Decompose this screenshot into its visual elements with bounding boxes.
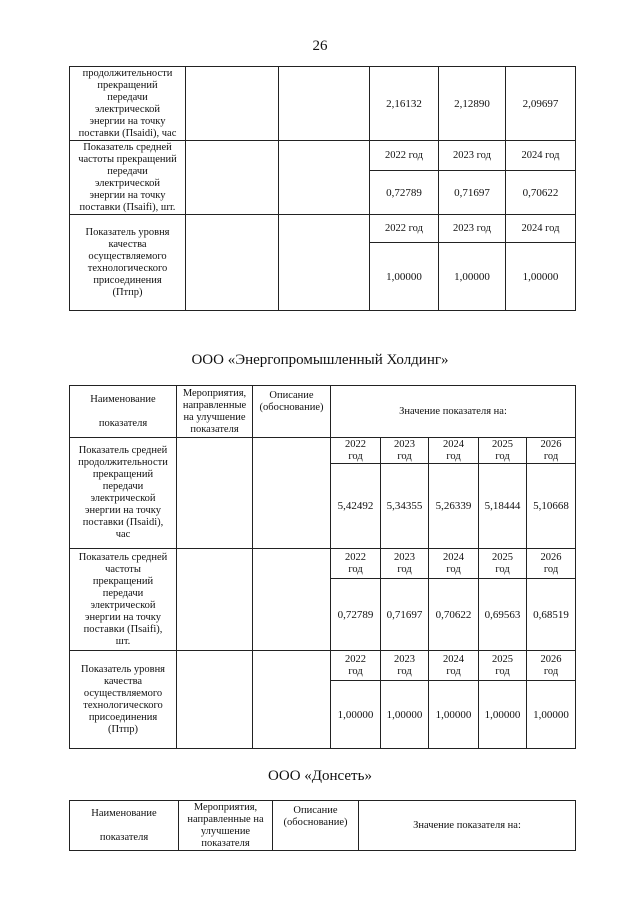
indicator-name: Показатель средней частоты прекращений передачи электрической энергии на точку поставки (Пsaifi), шт. (70, 549, 177, 651)
value-cell: 0,71697 (439, 171, 506, 215)
table-row (70, 549, 576, 579)
indicator-name: продолжительности прекращений передачи электрической энергии на точку поставки (Пsaidi), час (70, 67, 186, 141)
value-cell: 0,72789 (331, 579, 381, 651)
value-cell: 0,70622 (429, 579, 479, 651)
measures-cell (186, 141, 279, 215)
description-cell (279, 215, 370, 311)
value-cell: 2,16132 (370, 67, 439, 141)
year-cell: 2023 год (439, 215, 506, 243)
value-cell: 1,00000 (381, 681, 429, 749)
year-cell: 2026 год (527, 549, 576, 579)
value-cell: 0,70622 (506, 171, 576, 215)
table-header-row (70, 801, 576, 851)
description-cell (253, 549, 331, 651)
value-cell: 2,12890 (439, 67, 506, 141)
year-cell: 2023 год (381, 438, 429, 464)
table-row (70, 141, 576, 171)
year-cell: 2025 год (479, 438, 527, 464)
year-cell: 2023 год (381, 651, 429, 681)
year-cell: 2022 год (331, 651, 381, 681)
value-cell: 0,71697 (381, 579, 429, 651)
description-cell (279, 67, 370, 141)
description-cell (279, 141, 370, 215)
header-value: Значение показателя на: (359, 801, 576, 851)
year-cell: 2024 год (506, 141, 576, 171)
page-number: 26 (312, 38, 328, 54)
measures-cell (186, 67, 279, 141)
indicator-name: Показатель уровня качества осуществляемого технологического присоединения (Птпр) (70, 215, 186, 311)
measures-cell (177, 651, 253, 749)
header-measures: Мероприятия, направленные на улучшение показателя (177, 386, 253, 438)
value-cell: 5,34355 (381, 464, 429, 549)
description-cell (253, 651, 331, 749)
year-cell: 2022 год (331, 438, 381, 464)
year-cell: 2024 год (429, 651, 479, 681)
year-cell: 2023 год (439, 141, 506, 171)
year-cell: 2022 год (370, 215, 439, 243)
measures-cell (186, 215, 279, 311)
value-cell: 1,00000 (506, 243, 576, 311)
year-cell: 2026 год (527, 651, 576, 681)
indicators-table (69, 385, 576, 749)
value-cell: 1,00000 (527, 681, 576, 749)
year-cell: 2022 год (331, 549, 381, 579)
year-cell: 2025 год (479, 549, 527, 579)
year-cell: 2024 год (429, 438, 479, 464)
header-name: Наименование показателя (70, 386, 177, 438)
value-cell: 1,00000 (331, 681, 381, 749)
value-cell: 5,42492 (331, 464, 381, 549)
indicator-name: Показатель уровня качества осуществляемого технологического присоединения (Птпр) (70, 651, 177, 749)
header-value: Значение показателя на: (331, 386, 576, 438)
header-description: Описание (обоснование) (273, 801, 359, 851)
table-row (70, 215, 576, 243)
header-measures: Мероприятия, направленные на улучшение показателя (179, 801, 273, 851)
year-cell: 2025 год (479, 651, 527, 681)
value-cell: 5,10668 (527, 464, 576, 549)
value-cell: 5,26339 (429, 464, 479, 549)
table-header-row (70, 386, 576, 438)
section-title: ООО «Донсеть» (268, 768, 372, 784)
value-cell: 1,00000 (370, 243, 439, 311)
table-row (70, 438, 576, 464)
indicators-table (69, 800, 576, 851)
measures-cell (177, 438, 253, 549)
measures-cell (177, 549, 253, 651)
value-cell: 2,09697 (506, 67, 576, 141)
header-name: Наименование показателя (70, 801, 179, 851)
year-cell: 2024 год (506, 215, 576, 243)
value-cell: 1,00000 (429, 681, 479, 749)
table-row (70, 651, 576, 681)
value-cell: 0,72789 (370, 171, 439, 215)
section-title: ООО «Энергопромышленный Холдинг» (191, 352, 449, 368)
description-cell (253, 438, 331, 549)
indicator-name: Показатель средней частоты прекращений передачи электрической энергии на точку поставки (Пsaifi), шт. (70, 141, 186, 215)
value-cell: 0,68519 (527, 579, 576, 651)
table-continued (69, 66, 576, 311)
indicator-name: Показатель средней продолжительности прекращений передачи электрической энергии на точку поставки (Пsaidi), час (70, 438, 177, 549)
year-cell: 2024 год (429, 549, 479, 579)
value-cell: 1,00000 (439, 243, 506, 311)
year-cell: 2023 год (381, 549, 429, 579)
header-description: Описание (обоснование) (253, 386, 331, 438)
table-row (70, 67, 576, 141)
value-cell: 1,00000 (479, 681, 527, 749)
year-cell: 2026 год (527, 438, 576, 464)
value-cell: 5,18444 (479, 464, 527, 549)
year-cell: 2022 год (370, 141, 439, 171)
value-cell: 0,69563 (479, 579, 527, 651)
